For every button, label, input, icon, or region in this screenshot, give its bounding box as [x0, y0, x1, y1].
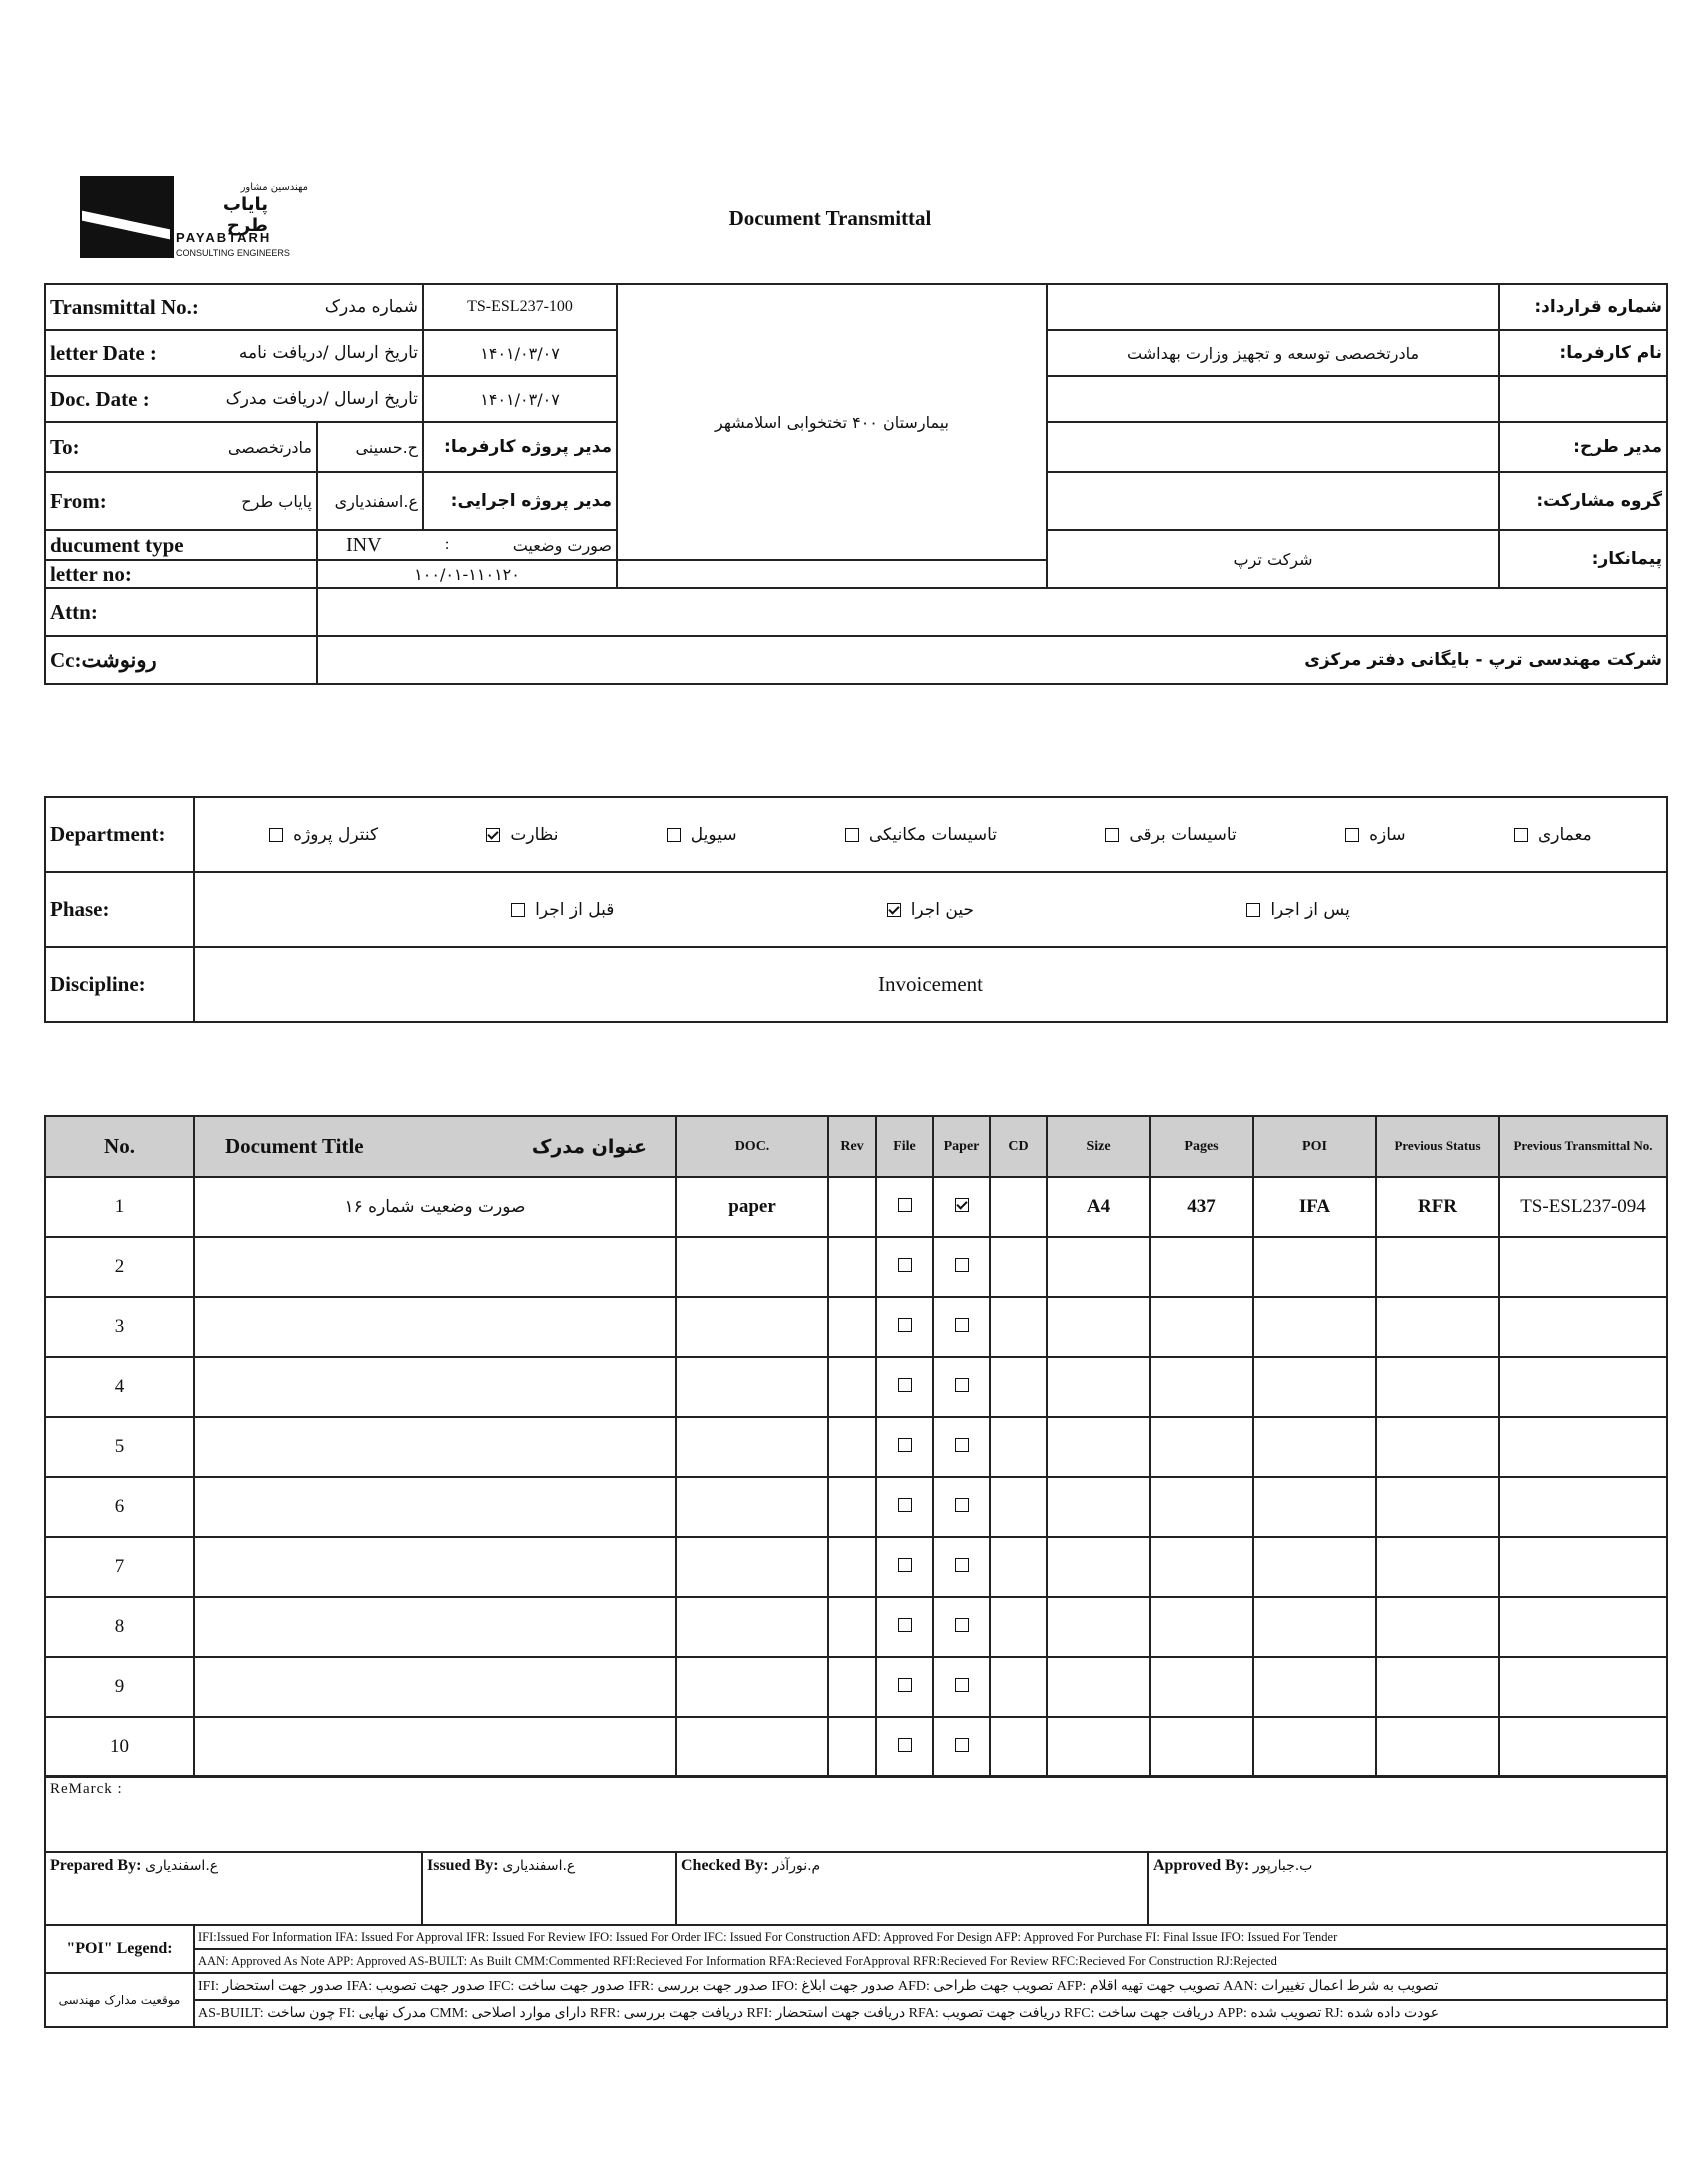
- row-size: [1047, 1417, 1150, 1477]
- logo-en-subtitle: CONSULTING ENGINEERS: [176, 248, 290, 258]
- from-role-label: مدیر پروژه اجرایی:: [423, 472, 617, 530]
- row-size: [1047, 1357, 1150, 1417]
- checked-by: Checked By: م.نورآذر: [676, 1852, 1148, 1925]
- department-checkbox[interactable]: [1105, 828, 1119, 842]
- row-doc: [676, 1477, 828, 1537]
- row-prev-transmittal: [1499, 1717, 1667, 1777]
- col-poi: POI: [1253, 1116, 1376, 1177]
- approved-by-value: ب.جبارپور: [1252, 1858, 1313, 1874]
- row-title: [194, 1537, 676, 1597]
- table-row: [45, 1177, 1667, 1237]
- empty-cell: [1047, 376, 1499, 422]
- row-doc: [676, 1297, 828, 1357]
- row-paper-checkbox[interactable]: [955, 1678, 969, 1692]
- row-doc: [676, 1357, 828, 1417]
- row-rev: [828, 1417, 876, 1477]
- row-doc: [676, 1237, 828, 1297]
- row-file: [876, 1417, 933, 1477]
- row-file: [876, 1537, 933, 1597]
- row-paper-checkbox[interactable]: [955, 1378, 969, 1392]
- from-cell: [45, 472, 317, 530]
- row-no: 10: [45, 1717, 194, 1777]
- row-rev: [828, 1237, 876, 1297]
- legend-line-1: IFI:Issued For Information IFA: Issued For Approval IFR: Issued For Review IFO: Issued For Order IFC: Issued For Construction AFD: Approved For Design AFP: Approved For Purchase FI: Final Issue IFO: Issued For Tender: [194, 1925, 1667, 1949]
- transmittal-no-label: Transmittal No.:: [50, 294, 199, 319]
- row-prev-status: [1376, 1597, 1499, 1657]
- phase-option-label: قبل از اجرا: [535, 899, 615, 920]
- col-rev: Rev: [828, 1116, 876, 1177]
- row-poi: [1253, 1717, 1376, 1777]
- department-option-label: تاسیسات برقی: [1129, 824, 1237, 845]
- row-size: [1047, 1597, 1150, 1657]
- design-manager-label: مدیر طرح:: [1499, 422, 1667, 472]
- legend-line-3: IFI: صدور جهت استحضار IFA: صدور جهت تصویب IFC: صدور جهت ساخت IFR: صدور جهت بررسی IFO: صدور جهت ابلاغ AFD: تصویب جهت طراحی AFP: تصویب جهت تهیه اقلام AAN: تصویب به شرط اعمال تغییرات: [194, 1973, 1667, 2000]
- department-option-label: کنترل پروژه: [293, 824, 379, 845]
- row-no: 3: [45, 1297, 194, 1357]
- row-prev-transmittal: TS-ESL237-094: [1499, 1177, 1667, 1237]
- department-option-label: نظارت: [510, 824, 559, 845]
- letter-date-label-cell: [45, 330, 423, 376]
- row-paper: [933, 1477, 990, 1537]
- row-file-checkbox[interactable]: [898, 1258, 912, 1272]
- row-prev-status: [1376, 1537, 1499, 1597]
- row-pages: [1150, 1297, 1253, 1357]
- doc-type-code: INV: [346, 533, 382, 556]
- project-name: بیمارستان ۴۰۰ تختخوابی اسلامشهر: [617, 284, 1047, 560]
- row-paper: [933, 1297, 990, 1357]
- row-rev: [828, 1657, 876, 1717]
- row-title: [194, 1597, 676, 1657]
- legend-line-2: AAN: Approved As Note APP: Approved AS-BUILT: As Built CMM:Commented RFI:Recieved For Information RFA:Recieved ForApproval RFR:Recieved For Review RFC:Recieved For Construction RJ:Rejected: [194, 1949, 1667, 1973]
- row-paper-checkbox[interactable]: [955, 1558, 969, 1572]
- phase-option-label: حین اجرا: [910, 899, 975, 920]
- department-option-label: سازه: [1369, 824, 1406, 845]
- row-prev-transmittal: [1499, 1357, 1667, 1417]
- discipline-label: Discipline:: [45, 947, 194, 1022]
- col-pages: Pages: [1150, 1116, 1253, 1177]
- row-cd: [990, 1717, 1047, 1777]
- from-person: ع.اسفندیاری: [317, 472, 423, 530]
- contract-no-label: شماره قرارداد:: [1499, 284, 1667, 330]
- table-row: [45, 1717, 1667, 1777]
- from-value: پایاب طرح: [241, 491, 312, 511]
- prepared-by: Prepared By: ع.اسفندیاری: [45, 1852, 422, 1925]
- doc-date-label-fa: تاریخ ارسال /دریافت مدرک: [225, 389, 419, 409]
- department-checkbox[interactable]: [486, 828, 500, 842]
- phase-option-label: پس از اجرا: [1270, 899, 1350, 920]
- row-prev-status: RFR: [1376, 1177, 1499, 1237]
- row-poi: [1253, 1357, 1376, 1417]
- row-no: 2: [45, 1237, 194, 1297]
- row-poi: [1253, 1597, 1376, 1657]
- table-row: [45, 1357, 1667, 1417]
- row-cd: [990, 1237, 1047, 1297]
- row-paper: [933, 1597, 990, 1657]
- partnership-label: گروه مشارکت:: [1499, 472, 1667, 530]
- employer-label: نام کارفرما:: [1499, 330, 1667, 376]
- documents-table: [44, 1115, 1668, 1778]
- design-manager-value: [1047, 422, 1499, 472]
- row-pages: [1150, 1357, 1253, 1417]
- logo-fa-subtitle: مهندسین مشاور: [240, 182, 308, 193]
- row-paper: [933, 1177, 990, 1237]
- row-paper: [933, 1657, 990, 1717]
- row-doc: [676, 1597, 828, 1657]
- poi-legend-label: "POI" Legend:: [45, 1925, 194, 1973]
- checked-by-value: م.نورآذر: [772, 1858, 821, 1874]
- row-rev: [828, 1717, 876, 1777]
- row-paper-checkbox[interactable]: [955, 1258, 969, 1272]
- table-row: [45, 1237, 1667, 1297]
- row-title: صورت وضعیت شماره ۱۶: [194, 1177, 676, 1237]
- row-paper-checkbox[interactable]: [955, 1498, 969, 1512]
- doc-date-label: Doc. Date :: [50, 386, 150, 411]
- row-paper: [933, 1417, 990, 1477]
- row-cd: [990, 1417, 1047, 1477]
- row-paper-checkbox[interactable]: [955, 1738, 969, 1752]
- row-rev: [828, 1537, 876, 1597]
- row-paper: [933, 1237, 990, 1297]
- letter-date-label: letter Date :: [50, 340, 157, 365]
- row-doc: [676, 1717, 828, 1777]
- contractor-value: شرکت ترپ: [1047, 530, 1499, 588]
- department-checkbox[interactable]: [269, 828, 283, 842]
- table-row: [45, 1417, 1667, 1477]
- row-file-checkbox[interactable]: [898, 1738, 912, 1752]
- phase-options: [194, 872, 1667, 947]
- department-option[interactable]: [1345, 825, 1406, 845]
- row-title: [194, 1237, 676, 1297]
- row-no: 7: [45, 1537, 194, 1597]
- to-role-label: مدیر پروژه کارفرما:: [423, 422, 617, 472]
- col-file: File: [876, 1116, 933, 1177]
- col-doc: DOC.: [676, 1116, 828, 1177]
- prepared-by-value: ع.اسفندیاری: [145, 1858, 219, 1874]
- row-pages: [1150, 1597, 1253, 1657]
- table-row: [45, 1537, 1667, 1597]
- to-value: مادرتخصصی: [227, 437, 312, 457]
- table-row: [45, 1297, 1667, 1357]
- contractor-label: پیمانکار:: [1499, 530, 1667, 588]
- department-option[interactable]: [1105, 825, 1236, 845]
- row-rev: [828, 1597, 876, 1657]
- row-file-checkbox[interactable]: [898, 1198, 912, 1212]
- row-no: 1: [45, 1177, 194, 1237]
- row-file: [876, 1657, 933, 1717]
- row-title: [194, 1357, 676, 1417]
- row-file-checkbox[interactable]: [898, 1678, 912, 1692]
- doc-type-fa: صورت وضعیت: [512, 535, 613, 555]
- col-title-fa: عنوان مدرک: [531, 1135, 647, 1158]
- row-title: [194, 1477, 676, 1537]
- col-size: Size: [1047, 1116, 1150, 1177]
- department-option[interactable]: [667, 825, 737, 845]
- row-cd: [990, 1597, 1047, 1657]
- row-size: [1047, 1717, 1150, 1777]
- row-prev-transmittal: [1499, 1417, 1667, 1477]
- row-prev-transmittal: [1499, 1537, 1667, 1597]
- row-doc: [676, 1417, 828, 1477]
- row-cd: [990, 1297, 1047, 1357]
- row-cd: [990, 1357, 1047, 1417]
- row-file: [876, 1297, 933, 1357]
- status-legend-label: موقعیت مدارک مهندسی: [45, 1973, 194, 2027]
- row-file: [876, 1357, 933, 1417]
- col-title-en: Document Title: [225, 1134, 364, 1158]
- row-pages: [1150, 1537, 1253, 1597]
- col-paper: Paper: [933, 1116, 990, 1177]
- row-title: [194, 1417, 676, 1477]
- letter-date-value: ۱۴۰۱/۰۳/۰۷: [423, 330, 617, 376]
- row-paper: [933, 1537, 990, 1597]
- issued-by-value: ع.اسفندیاری: [502, 1858, 576, 1874]
- company-logo: [80, 176, 312, 262]
- row-poi: [1253, 1237, 1376, 1297]
- phase-checkbox[interactable]: [1246, 903, 1260, 917]
- letter-date-label-fa: تاریخ ارسال /دریافت نامه: [238, 343, 419, 363]
- row-rev: [828, 1477, 876, 1537]
- department-option-label: معماری: [1537, 824, 1592, 845]
- letter-no-value: ۱۰۰/۰۱-۱۱۰۱۲۰: [317, 560, 617, 588]
- col-prev-status: Previous Status: [1376, 1116, 1499, 1177]
- department-option-label: سیویل: [690, 824, 737, 845]
- row-file-checkbox[interactable]: [898, 1498, 912, 1512]
- col-no: No.: [45, 1116, 194, 1177]
- row-title: [194, 1717, 676, 1777]
- row-rev: [828, 1297, 876, 1357]
- cc-label: Cc:رونوشت: [45, 636, 317, 684]
- row-doc: [676, 1657, 828, 1717]
- row-paper-checkbox[interactable]: [955, 1438, 969, 1452]
- department-checkbox[interactable]: [845, 828, 859, 842]
- department-label: Department:: [45, 797, 194, 872]
- empty-cell: [1499, 376, 1667, 422]
- row-prev-transmittal: [1499, 1477, 1667, 1537]
- row-pages: [1150, 1657, 1253, 1717]
- row-size: A4: [1047, 1177, 1150, 1237]
- row-poi: [1253, 1657, 1376, 1717]
- table-row: [45, 1477, 1667, 1537]
- row-paper-checkbox[interactable]: [955, 1198, 969, 1212]
- row-pages: [1150, 1417, 1253, 1477]
- row-size: [1047, 1237, 1150, 1297]
- row-no: 6: [45, 1477, 194, 1537]
- phase-label: Phase:: [45, 872, 194, 947]
- row-no: 4: [45, 1357, 194, 1417]
- row-size: [1047, 1537, 1150, 1597]
- row-cd: [990, 1177, 1047, 1237]
- department-checkbox[interactable]: [1514, 828, 1528, 842]
- row-rev: [828, 1177, 876, 1237]
- from-label: From:: [50, 488, 107, 513]
- row-doc: paper: [676, 1177, 828, 1237]
- row-paper: [933, 1357, 990, 1417]
- row-title: [194, 1297, 676, 1357]
- letter-no-label: letter no:: [45, 560, 317, 588]
- row-paper-checkbox[interactable]: [955, 1618, 969, 1632]
- attn-value: [317, 588, 1667, 636]
- department-options: [194, 797, 1667, 872]
- row-poi: [1253, 1537, 1376, 1597]
- transmittal-no-label-fa: شماره مدرک: [324, 297, 419, 317]
- phase-option[interactable]: [1246, 900, 1349, 920]
- doc-type-label: ducument type: [45, 530, 317, 560]
- row-file: [876, 1177, 933, 1237]
- to-label: To:: [50, 434, 80, 459]
- row-file-checkbox[interactable]: [898, 1618, 912, 1632]
- row-file-checkbox[interactable]: [898, 1318, 912, 1332]
- empty-cell: [617, 560, 1047, 588]
- phase-checkbox[interactable]: [887, 903, 901, 917]
- row-pages: [1150, 1717, 1253, 1777]
- page-title: Document Transmittal: [728, 206, 932, 230]
- row-prev-status: [1376, 1417, 1499, 1477]
- row-file-checkbox[interactable]: [898, 1558, 912, 1572]
- col-prev-transmittal: Previous Transmittal No.: [1499, 1116, 1667, 1177]
- row-poi: [1253, 1417, 1376, 1477]
- row-pages: 437: [1150, 1177, 1253, 1237]
- row-rev: [828, 1357, 876, 1417]
- discipline-value: Invoicement: [194, 947, 1667, 1022]
- row-file: [876, 1717, 933, 1777]
- row-size: [1047, 1477, 1150, 1537]
- col-title: [194, 1116, 676, 1177]
- logo-fa-name: پایاب طرح: [222, 194, 268, 236]
- doc-date-label-cell: [45, 376, 423, 422]
- phase-option[interactable]: [887, 900, 974, 920]
- department-option[interactable]: [845, 825, 997, 845]
- logo-en-name: PAYABTARH: [176, 230, 272, 245]
- row-prev-transmittal: [1499, 1657, 1667, 1717]
- department-checkbox[interactable]: [667, 828, 681, 842]
- row-prev-transmittal: [1499, 1597, 1667, 1657]
- doc-type-cell: [317, 530, 617, 560]
- row-title: [194, 1657, 676, 1717]
- row-file-checkbox[interactable]: [898, 1438, 912, 1452]
- transmittal-no-value: TS-ESL237-100: [423, 284, 617, 330]
- department-option-label: تاسیسات مکانیکی: [868, 824, 998, 845]
- row-poi: [1253, 1477, 1376, 1537]
- phase-checkbox[interactable]: [511, 903, 525, 917]
- footer-table: [44, 1775, 1668, 1926]
- documents-header-row: [45, 1116, 1667, 1177]
- row-file-checkbox[interactable]: [898, 1378, 912, 1392]
- row-no: 9: [45, 1657, 194, 1717]
- header-table: [44, 283, 1668, 685]
- legend-table: [44, 1924, 1668, 2028]
- row-cd: [990, 1537, 1047, 1597]
- row-file: [876, 1597, 933, 1657]
- classification-table: [44, 796, 1668, 1023]
- row-poi: [1253, 1297, 1376, 1357]
- row-file: [876, 1477, 933, 1537]
- partnership-value: [1047, 472, 1499, 530]
- row-no: 5: [45, 1417, 194, 1477]
- row-file: [876, 1237, 933, 1297]
- employer-value: مادرتخصصی توسعه و تجهیز وزارت بهداشت: [1047, 330, 1499, 376]
- row-poi: IFA: [1253, 1177, 1376, 1237]
- doc-type-separator: :: [444, 536, 450, 553]
- row-doc: [676, 1537, 828, 1597]
- row-prev-transmittal: [1499, 1297, 1667, 1357]
- row-cd: [990, 1657, 1047, 1717]
- phase-option[interactable]: [511, 900, 614, 920]
- row-pages: [1150, 1477, 1253, 1537]
- department-option[interactable]: [1514, 825, 1592, 845]
- approved-by: Approved By: ب.جبارپور: [1148, 1852, 1667, 1925]
- row-size: [1047, 1297, 1150, 1357]
- row-prev-status: [1376, 1717, 1499, 1777]
- to-person: ح.حسینی: [317, 422, 423, 472]
- department-option[interactable]: [486, 825, 558, 845]
- row-prev-status: [1376, 1297, 1499, 1357]
- row-cd: [990, 1477, 1047, 1537]
- row-prev-status: [1376, 1477, 1499, 1537]
- department-checkbox[interactable]: [1345, 828, 1359, 842]
- attn-label: Attn:: [45, 588, 317, 636]
- row-paper-checkbox[interactable]: [955, 1318, 969, 1332]
- row-no: 8: [45, 1597, 194, 1657]
- col-cd: CD: [990, 1116, 1047, 1177]
- contract-no-value: [1047, 284, 1499, 330]
- doc-date-value: ۱۴۰۱/۰۳/۰۷: [423, 376, 617, 422]
- remark-label: ReMarck :: [45, 1776, 1667, 1852]
- table-row: [45, 1597, 1667, 1657]
- transmittal-no-label-cell: [45, 284, 423, 330]
- row-pages: [1150, 1237, 1253, 1297]
- row-prev-transmittal: [1499, 1237, 1667, 1297]
- row-prev-status: [1376, 1657, 1499, 1717]
- table-row: [45, 1657, 1667, 1717]
- row-prev-status: [1376, 1357, 1499, 1417]
- to-cell: [45, 422, 317, 472]
- cc-value: شرکت مهندسی ترپ - بایگانی دفتر مرکزی: [317, 636, 1667, 684]
- row-paper: [933, 1717, 990, 1777]
- legend-line-4: AS-BUILT: چون ساخت FI: مدرک نهایی CMM: دارای موارد اصلاحی RFR: دریافت جهت بررسی RFI: دریافت جهت استحضار RFA: دریافت جهت تصویب RFC: دریافت جهت ساخت APP: تصویب شده RJ: عودت داده شده: [194, 2000, 1667, 2027]
- department-option[interactable]: [269, 825, 378, 845]
- issued-by: Issued By: ع.اسفندیاری: [422, 1852, 676, 1925]
- row-size: [1047, 1657, 1150, 1717]
- row-prev-status: [1376, 1237, 1499, 1297]
